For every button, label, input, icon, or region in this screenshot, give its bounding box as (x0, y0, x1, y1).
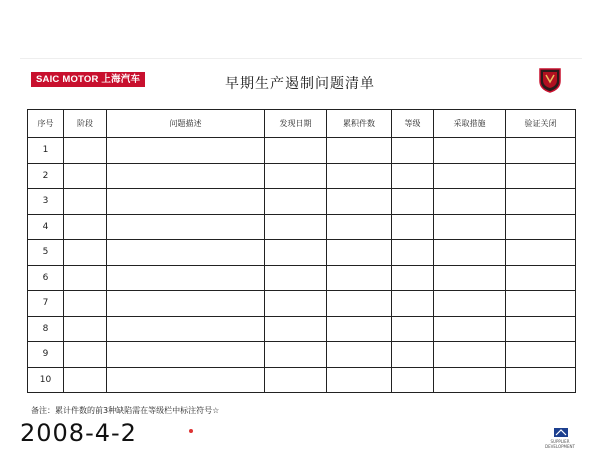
table-row (28, 367, 576, 393)
found-date-cell[interactable] (265, 342, 327, 368)
header-grade: 等级 (392, 110, 434, 138)
row-number: 2 (28, 163, 64, 189)
found-date-cell[interactable] (265, 189, 327, 215)
table-row (28, 342, 576, 368)
table-row (28, 138, 576, 164)
grade-cell[interactable] (392, 367, 434, 393)
row-number: 9 (28, 342, 64, 368)
header-stage: 阶段 (64, 110, 107, 138)
description-cell[interactable] (107, 163, 265, 189)
table-row (28, 291, 576, 317)
stage-cell[interactable] (64, 265, 107, 291)
description-cell[interactable] (107, 189, 265, 215)
grade-cell[interactable] (392, 138, 434, 164)
description-cell[interactable] (107, 367, 265, 393)
stage-cell[interactable] (64, 240, 107, 266)
header-cumulative-count: 累积件数 (327, 110, 392, 138)
saic-motor-logo: SAIC MOTOR 上海汽车 (31, 72, 145, 87)
verify-close-cell[interactable] (506, 138, 576, 164)
verify-close-cell[interactable] (506, 342, 576, 368)
table-row (28, 265, 576, 291)
header-measures: 采取措施 (434, 110, 506, 138)
grade-cell[interactable] (392, 316, 434, 342)
description-cell[interactable] (107, 342, 265, 368)
verify-close-cell[interactable] (506, 367, 576, 393)
found-date-cell[interactable] (265, 240, 327, 266)
stage-cell[interactable] (64, 214, 107, 240)
grade-cell[interactable] (392, 163, 434, 189)
header-found-date: 发现日期 (265, 110, 327, 138)
verify-close-cell[interactable] (506, 291, 576, 317)
stage-cell[interactable] (64, 138, 107, 164)
cumulative-count-cell[interactable] (327, 265, 392, 291)
table-row (28, 316, 576, 342)
cumulative-count-cell[interactable] (327, 367, 392, 393)
description-cell[interactable] (107, 316, 265, 342)
description-cell[interactable] (107, 214, 265, 240)
row-number: 8 (28, 316, 64, 342)
table-row (28, 163, 576, 189)
row-number: 5 (28, 240, 64, 266)
row-number: 6 (28, 265, 64, 291)
verify-close-cell[interactable] (506, 189, 576, 215)
cumulative-count-cell[interactable] (327, 214, 392, 240)
roewe-emblem-icon (539, 66, 561, 93)
grade-cell[interactable] (392, 342, 434, 368)
found-date-cell[interactable] (265, 265, 327, 291)
measures-cell[interactable] (434, 291, 506, 317)
found-date-cell[interactable] (265, 367, 327, 393)
measures-cell[interactable] (434, 265, 506, 291)
stage-cell[interactable] (64, 316, 107, 342)
header-seq: 序号 (28, 110, 64, 138)
description-cell[interactable] (107, 138, 265, 164)
cumulative-count-cell[interactable] (327, 342, 392, 368)
cumulative-count-cell[interactable] (327, 163, 392, 189)
measures-cell[interactable] (434, 214, 506, 240)
cumulative-count-cell[interactable] (327, 291, 392, 317)
stage-cell[interactable] (64, 342, 107, 368)
cumulative-count-cell[interactable] (327, 189, 392, 215)
stage-cell[interactable] (64, 163, 107, 189)
description-cell[interactable] (107, 265, 265, 291)
grade-cell[interactable] (392, 291, 434, 317)
verify-close-cell[interactable] (506, 265, 576, 291)
measures-cell[interactable] (434, 189, 506, 215)
found-date-cell[interactable] (265, 214, 327, 240)
row-number: 3 (28, 189, 64, 215)
grade-cell[interactable] (392, 189, 434, 215)
verify-close-cell[interactable] (506, 240, 576, 266)
stage-cell[interactable] (64, 189, 107, 215)
found-date-cell[interactable] (265, 163, 327, 189)
measures-cell[interactable] (434, 138, 506, 164)
date-stamp: 2008-4-2 (20, 419, 137, 447)
supplier-logo-text: SUPPLIER DEVELOPMENT (545, 439, 575, 449)
verify-close-cell[interactable] (506, 214, 576, 240)
table-row (28, 214, 576, 240)
row-number: 10 (28, 367, 64, 393)
found-date-cell[interactable] (265, 138, 327, 164)
description-cell[interactable] (107, 240, 265, 266)
measures-cell[interactable] (434, 163, 506, 189)
grade-cell[interactable] (392, 240, 434, 266)
row-number: 4 (28, 214, 64, 240)
measures-cell[interactable] (434, 342, 506, 368)
measures-cell[interactable] (434, 316, 506, 342)
description-cell[interactable] (107, 291, 265, 317)
red-dot-mark (189, 429, 193, 433)
measures-cell[interactable] (434, 367, 506, 393)
found-date-cell[interactable] (265, 316, 327, 342)
grade-cell[interactable] (392, 265, 434, 291)
document-title: 早期生产遏制问题清单 (225, 76, 375, 92)
cumulative-count-cell[interactable] (327, 138, 392, 164)
row-number: 1 (28, 138, 64, 164)
verify-close-cell[interactable] (506, 163, 576, 189)
header-verify-close: 验证关闭 (506, 110, 576, 138)
table-header-row (28, 110, 576, 138)
cumulative-count-cell[interactable] (327, 240, 392, 266)
header-description: 问题描述 (107, 110, 265, 138)
stage-cell[interactable] (64, 367, 107, 393)
grade-cell[interactable] (392, 214, 434, 240)
stage-cell[interactable] (64, 291, 107, 317)
found-date-cell[interactable] (265, 291, 327, 317)
measures-cell[interactable] (434, 240, 506, 266)
problem-list-table (27, 109, 576, 393)
row-number: 7 (28, 291, 64, 317)
table-row (28, 240, 576, 266)
cumulative-count-cell[interactable] (327, 316, 392, 342)
verify-close-cell[interactable] (506, 316, 576, 342)
table-row (28, 189, 576, 215)
footnote: 备注：累计件数的前3种缺陷需在等级栏中标注符号☆ (31, 406, 220, 415)
